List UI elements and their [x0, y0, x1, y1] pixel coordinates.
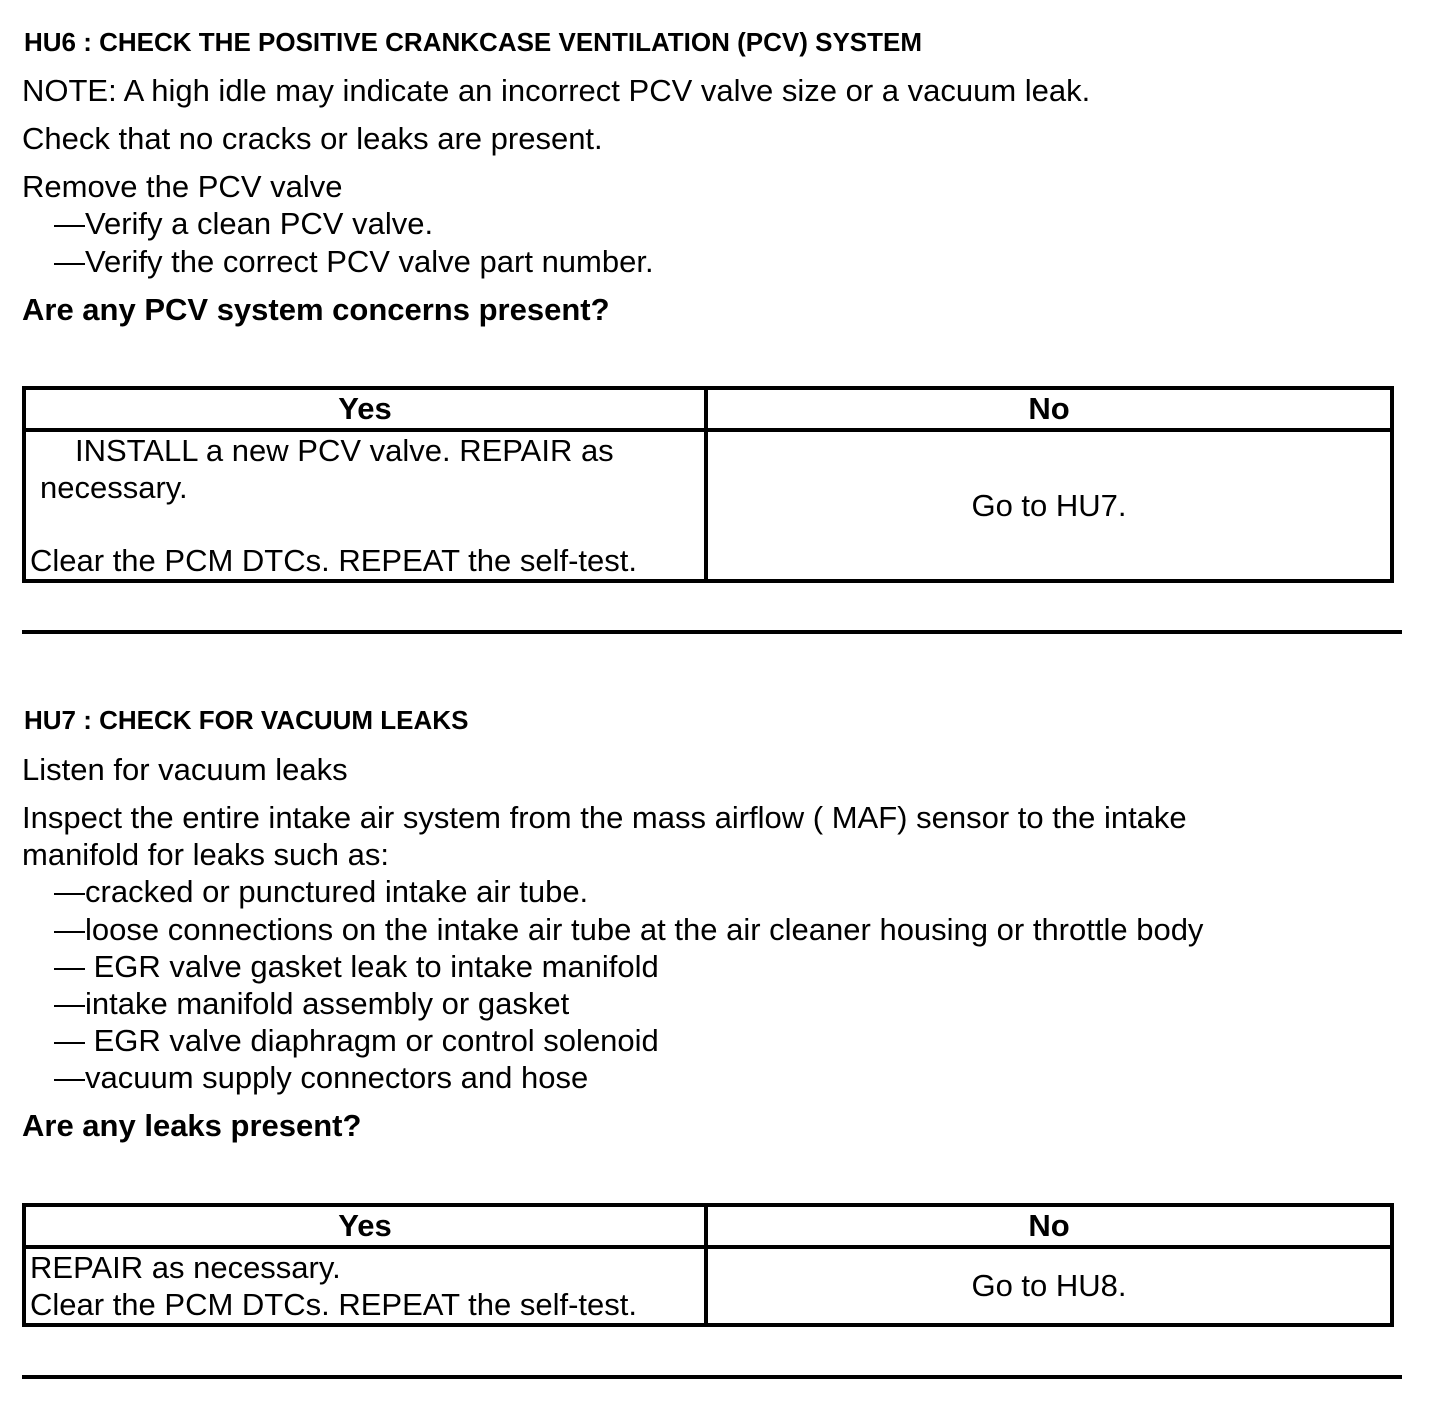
yes-action-line2: Clear the PCM DTCs. REPEAT the self-test. [30, 1287, 637, 1322]
hu6-check-text: Check that no cracks or leaks are present. [22, 121, 603, 156]
hu7-listen-text: Listen for vacuum leaks [22, 752, 348, 787]
yes-action-line2: necessary. [40, 470, 188, 505]
yes-action-line1: REPAIR as necessary. [30, 1250, 341, 1285]
hu7-inspect-line1: Inspect the entire intake air system from the mass airflow ( MAF) sensor to the intake [22, 800, 1187, 835]
hu6-title: HU6 : CHECK THE POSITIVE CRANKCASE VENTILATION (PCV) SYSTEM [24, 27, 923, 57]
hu7-bullet-egr-diaphragm: — EGR valve diaphragm or control solenoid [54, 1023, 659, 1058]
hu7-title: HU7 : CHECK FOR VACUUM LEAKS [24, 705, 469, 735]
hu6-remove-text: Remove the PCV valve [22, 169, 343, 204]
no-cell: Go to HU7. [706, 430, 1392, 581]
yes-action-line3: Clear the PCM DTCs. REPEAT the self-test. [30, 543, 637, 578]
hu7-question: Are any leaks present? [22, 1108, 362, 1143]
hu7-bullet-cracked-tube: —cracked or punctured intake air tube. [54, 874, 589, 909]
no-header: No [706, 388, 1392, 430]
hu7-section [22, 0, 1402, 1406]
table-header-row [24, 1205, 1392, 1247]
hu7-bullet-manifold: —intake manifold assembly or gasket [54, 986, 570, 1021]
yes-cell [24, 1247, 706, 1325]
yes-header: Yes [24, 388, 706, 430]
no-cell: Go to HU8. [706, 1247, 1392, 1325]
table-row [24, 1247, 1392, 1325]
hu6-bullet-clean: —Verify a clean PCV valve. [54, 206, 434, 241]
hu6-note: NOTE: A high idle may indicate an incorrect PCV valve size or a vacuum leak. [22, 73, 1091, 108]
hu7-decision-table [22, 1203, 1394, 1327]
no-header: No [706, 1205, 1392, 1247]
hu7-bullet-egr-gasket: — EGR valve gasket leak to intake manifold [54, 949, 659, 984]
hu6-bullet-part-number: —Verify the correct PCV valve part number. [54, 244, 654, 279]
hu7-bullet-vacuum-hose: —vacuum supply connectors and hose [54, 1060, 589, 1095]
section-divider [22, 1375, 1402, 1379]
yes-action-line1: INSTALL a new PCV valve. REPAIR as [75, 433, 614, 468]
hu7-bullet-loose-connections: —loose connections on the intake air tube at the air cleaner housing or throttle body [54, 912, 1204, 947]
yes-header: Yes [24, 1205, 706, 1247]
hu6-question: Are any PCV system concerns present? [22, 292, 610, 327]
hu7-inspect-line2: manifold for leaks such as: [22, 837, 390, 872]
